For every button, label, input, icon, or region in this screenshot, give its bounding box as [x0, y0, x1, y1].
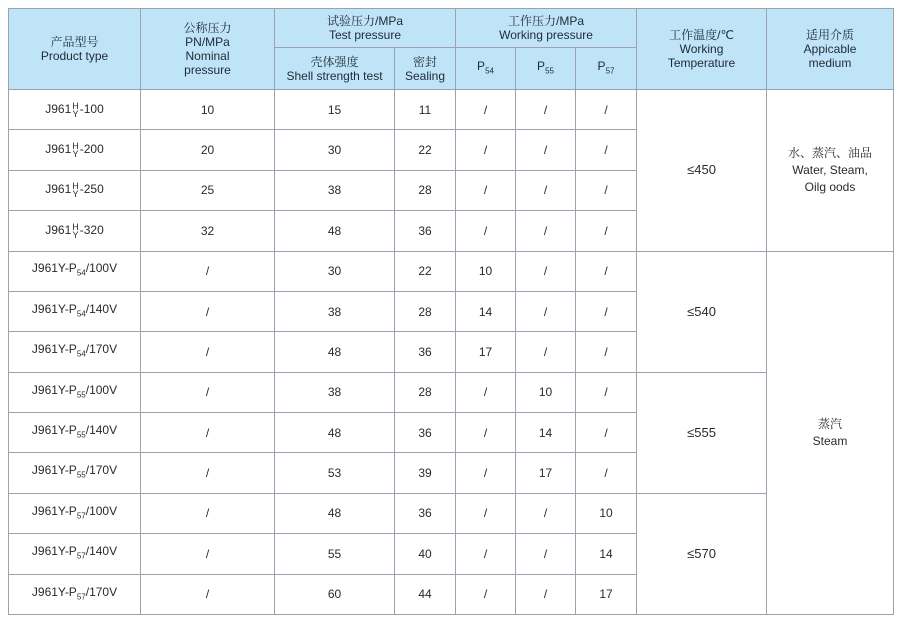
nominal-pressure-cell: /	[141, 251, 275, 291]
p55-cell: 14	[516, 413, 576, 453]
sealing-cell: 28	[395, 372, 456, 412]
p55-cell: 10	[516, 372, 576, 412]
p54-cell: 10	[456, 251, 516, 291]
p57-cell: /	[576, 251, 637, 291]
nominal-pressure-cell: 25	[141, 170, 275, 210]
p55-cell: /	[516, 291, 576, 331]
nominal-pressure-cell: /	[141, 493, 275, 533]
nominal-pressure-header: 公称压力 PN/MPa Nominal pressure	[141, 9, 275, 90]
p57-cell: /	[576, 372, 637, 412]
p57-cell: /	[576, 130, 637, 170]
p54-cell: /	[456, 574, 516, 615]
p57-header: $P_{57}$	[576, 48, 637, 90]
product-model-cell: $J961Y-P_{57}/170V$	[9, 574, 141, 615]
p55-cell: /	[516, 493, 576, 533]
sealing-cell: 22	[395, 251, 456, 291]
product-model-cell: $J961Y-P_{54}/170V$	[9, 332, 141, 372]
shell-strength-cell: 30	[275, 251, 395, 291]
p55-cell: /	[516, 170, 576, 210]
sealing-cell: 39	[395, 453, 456, 493]
p54-cell: /	[456, 372, 516, 412]
shell-strength-header: 壳体强度 Shell strength test	[275, 48, 395, 90]
p55-cell: /	[516, 130, 576, 170]
nominal-pressure-cell: /	[141, 372, 275, 412]
sealing-cell: 44	[395, 574, 456, 615]
model-grade-stack: H Y	[72, 181, 79, 200]
nominal-pressure-cell: /	[141, 332, 275, 372]
nominal-pressure-cell: /	[141, 413, 275, 453]
p54-cell: /	[456, 170, 516, 210]
sealing-cell: 40	[395, 534, 456, 574]
p54-cell: /	[456, 493, 516, 533]
p54-cell: /	[456, 90, 516, 130]
p57-cell: /	[576, 413, 637, 453]
product-model-cell: $J961Y-P_{54}/100V$	[9, 251, 141, 291]
shell-strength-cell: 48	[275, 332, 395, 372]
header-row-1	[9, 9, 894, 48]
working-temperature-cell: ≤570	[637, 493, 767, 614]
p57-cell: /	[576, 90, 637, 130]
product-model-cell: J961 H Y -320	[9, 211, 141, 251]
applicable-medium-cell: 蒸汽 Steam	[767, 251, 894, 615]
p54-cell: /	[456, 413, 516, 453]
model-grade-stack: H Y	[72, 100, 79, 119]
working-pressure-header: 工作压力/MPa Working pressure	[456, 9, 637, 48]
p54-cell: 14	[456, 291, 516, 331]
p55-cell: /	[516, 211, 576, 251]
working-temperature-cell: ≤540	[637, 251, 767, 372]
working-temperature-header: 工作温度/℃ Working Temperature	[637, 9, 767, 90]
nominal-pressure-cell: /	[141, 291, 275, 331]
model-grade-stack: H Y	[72, 221, 79, 240]
product-model-cell: $J961Y-P_{57}/140V$	[9, 534, 141, 574]
product-model-cell: J961 H Y -100	[9, 90, 141, 130]
working-temperature-cell: ≤450	[637, 90, 767, 252]
working-temperature-cell: ≤555	[637, 372, 767, 493]
shell-strength-cell: 60	[275, 574, 395, 615]
p55-header: $P_{55}$	[516, 48, 576, 90]
product-model-cell: J961 H Y -250	[9, 170, 141, 210]
p57-cell: /	[576, 291, 637, 331]
shell-strength-cell: 48	[275, 413, 395, 453]
shell-strength-cell: 38	[275, 291, 395, 331]
p57-cell: 10	[576, 493, 637, 533]
table-row	[9, 493, 894, 533]
nominal-pressure-cell: 20	[141, 130, 275, 170]
p55-cell: /	[516, 534, 576, 574]
shell-strength-cell: 55	[275, 534, 395, 574]
shell-strength-cell: 15	[275, 90, 395, 130]
sealing-cell: 22	[395, 130, 456, 170]
test-pressure-header: 试验压力/MPa Test pressure	[275, 9, 456, 48]
p57-cell: /	[576, 453, 637, 493]
p55-cell: 17	[516, 453, 576, 493]
applicable-medium-header: 适用介质 Appicable medium	[767, 9, 894, 90]
product-model-cell: J961 H Y -200	[9, 130, 141, 170]
shell-strength-cell: 38	[275, 170, 395, 210]
p57-cell: 17	[576, 574, 637, 615]
p54-cell: /	[456, 130, 516, 170]
product-model-cell: $J961Y-P_{55}/140V$	[9, 413, 141, 453]
p57-cell: /	[576, 170, 637, 210]
sealing-cell: 28	[395, 170, 456, 210]
model-grade-stack: H Y	[72, 141, 79, 160]
shell-strength-cell: 38	[275, 372, 395, 412]
table-row	[9, 372, 894, 412]
sealing-cell: 36	[395, 493, 456, 533]
product-type-header: 产品型号 Product type	[9, 9, 141, 90]
p54-cell: /	[456, 453, 516, 493]
table-row	[9, 251, 894, 291]
product-model-cell: $J961Y-P_{57}/100V$	[9, 493, 141, 533]
product-model-cell: $J961Y-P_{55}/100V$	[9, 372, 141, 412]
nominal-pressure-cell: /	[141, 534, 275, 574]
p54-cell: 17	[456, 332, 516, 372]
nominal-pressure-cell: 32	[141, 211, 275, 251]
product-model-cell: $J961Y-P_{55}/170V$	[9, 453, 141, 493]
sealing-cell: 36	[395, 332, 456, 372]
sealing-header: 密封 Sealing	[395, 48, 456, 90]
sealing-cell: 11	[395, 90, 456, 130]
sealing-cell: 28	[395, 291, 456, 331]
shell-strength-cell: 48	[275, 211, 395, 251]
p57-cell: /	[576, 211, 637, 251]
sealing-cell: 36	[395, 413, 456, 453]
product-model-cell: $J961Y-P_{54}/140V$	[9, 291, 141, 331]
p54-header: $P_{54}$	[456, 48, 516, 90]
valve-spec-table	[8, 8, 894, 615]
nominal-pressure-cell: 10	[141, 90, 275, 130]
p55-cell: /	[516, 574, 576, 615]
p54-cell: /	[456, 534, 516, 574]
shell-strength-cell: 48	[275, 493, 395, 533]
shell-strength-cell: 53	[275, 453, 395, 493]
nominal-pressure-cell: /	[141, 574, 275, 615]
table-row	[9, 90, 894, 130]
shell-strength-cell: 30	[275, 130, 395, 170]
table-body	[9, 90, 894, 615]
p55-cell: /	[516, 251, 576, 291]
p55-cell: /	[516, 332, 576, 372]
nominal-pressure-cell: /	[141, 453, 275, 493]
applicable-medium-cell: 水、蒸汽、油品 Water, Steam, Oilg oods	[767, 90, 894, 252]
p55-cell: /	[516, 90, 576, 130]
p57-cell: /	[576, 332, 637, 372]
sealing-cell: 36	[395, 211, 456, 251]
p57-cell: 14	[576, 534, 637, 574]
p54-cell: /	[456, 211, 516, 251]
